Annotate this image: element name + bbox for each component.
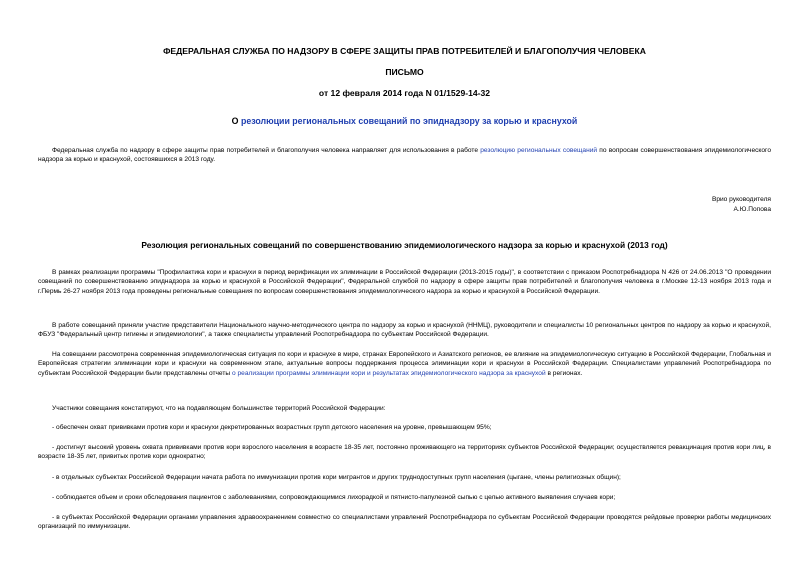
document-type: ПИСЬМО xyxy=(385,67,424,77)
signature-block xyxy=(712,195,771,215)
intro-text-before: Федеральная служба по надзору в сфере защиты прав потребителей и благополучия человека направляет для использования в работе xyxy=(52,147,481,154)
paragraph-4: Участники совещания констатируют, что на подавляющем большинстве территорий Российской Федерации: xyxy=(52,405,386,412)
paragraph-3-text-before: На совещании рассмотрена современная эпидемиологическая ситуация по кори и краснухе в мире, странах Европейского и Азиатского регионов, ее влияние на эпидемиологическую ситуацию в Российской Федерации, Глобальная и Европейская стратегии элиминации кори и краснухи на современном этапе, актуальные вопросы поддержания процесса элиминации кори и краснухи в Российской Федерации. Специалистами управлений Роспотребнадзора по субъектам Российской Федерации были представлены отчеты xyxy=(38,351,771,377)
paragraph-2: В работе совещаний приняли участие представители Национального научно-методического центра по надзору за корью и краснухой (ННМЦ), руководители и специалисты 10 региональных центров по надзору за корью и краснухой, ФБУЗ "Федеральный центр гигиены и эпидемиологии", а также специалисты управлений Роспотребнадзора по субъектам Российской Федерации. xyxy=(38,322,771,339)
signature-name: А.Ю.Попова xyxy=(733,206,771,213)
intro-link[interactable]: резолюцию региональных совещаний xyxy=(480,147,598,154)
paragraph-7: - в отдельных субъектах Российской Федерации начата работа по иммунизации против кори мигрантов и других труднодоступных групп населения (цыгане, члены религиозных общин); xyxy=(52,474,621,481)
paragraph-3-link[interactable]: о реализации программы элиминации кори и результатах эпидемиологического надзора за краснухой xyxy=(231,369,546,377)
document-subject xyxy=(38,116,771,126)
paragraph-9: - в субъектах Российской Федерации органами управления здравоохранением совместно со специалистами управлений Роспотребнадзора по субъектам Российской Федерации проводятся рейдовые проверки работы медицинских организаций по иммунизации. xyxy=(38,514,771,531)
signature-role: Врио руководителя xyxy=(711,196,771,203)
paragraph-6: - достигнут высокий уровень охвата прививками против кори взрослого населения в возрасте 18-35 лет, постоянно проживающего на территориях субъектов Российской Федерации; осуществляется ревакцинация против кори лиц, в возрасте 18-35 лет, привитых против кори однократно; xyxy=(38,444,771,461)
subject-link[interactable]: резолюции региональных совещаний по эпиднадзору за корью и краснухой xyxy=(240,116,578,126)
paragraph-8: - соблюдается объем и сроки обследования пациентов с заболеваниями, сопровождающимися лихорадкой и пятнисто-папулезной сыпью с целью активного выявления случаев кори; xyxy=(52,494,616,501)
agency-heading: ФЕДЕРАЛЬНАЯ СЛУЖБА ПО НАДЗОРУ В СФЕРЕ ЗАЩИТЫ ПРАВ ПОТРЕБИТЕЛЕЙ И БЛАГОПОЛУЧИЯ ЧЕЛОВЕКА xyxy=(163,46,646,56)
paragraph-5: - обеспечен охват прививками против кори и краснухи декретированных возрастных групп детского населения на уровне, превышающем 95%; xyxy=(52,424,492,431)
document-date-number: от 12 февраля 2014 года N 01/1529-14-32 xyxy=(318,88,491,98)
subject-prefix: О xyxy=(231,116,241,126)
intro-text-after: по вопросам совершенствования эпидемиологического надзора за корью и краснухой, состоявшихся в 2013 году. xyxy=(38,147,771,164)
paragraph-1: В рамках реализации программы "Профилактика кори и краснухи в период верификации их элиминации в Российской Федерации (2013-2015 годы)", в соответствии с приказом Роспотребнадзора N 426 от 24.06.2013 "О проведении совещаний по совершенствованию эпиднадзора за корью и краснухой в Российской Федерации", Федеральной службой по надзору в сфере защиты прав потребителей и благополучия человека в г.Москве 12-13 ноября 2013 года и г.Пермь 26-27 ноября 2013 года проведены региональные совещания по вопросам совершенствования эпидемиологического надзора за корью и краснухой в Российской Федерации. xyxy=(38,269,771,295)
intro-paragraph xyxy=(38,146,771,165)
paragraph-3-text-after: в регионах. xyxy=(545,369,583,377)
resolution-title: Резолюция региональных совещаний по совершенствованию эпидемиологического надзора за корью и краснухой (2013 год) xyxy=(141,240,668,250)
paragraph-3 xyxy=(38,350,771,378)
